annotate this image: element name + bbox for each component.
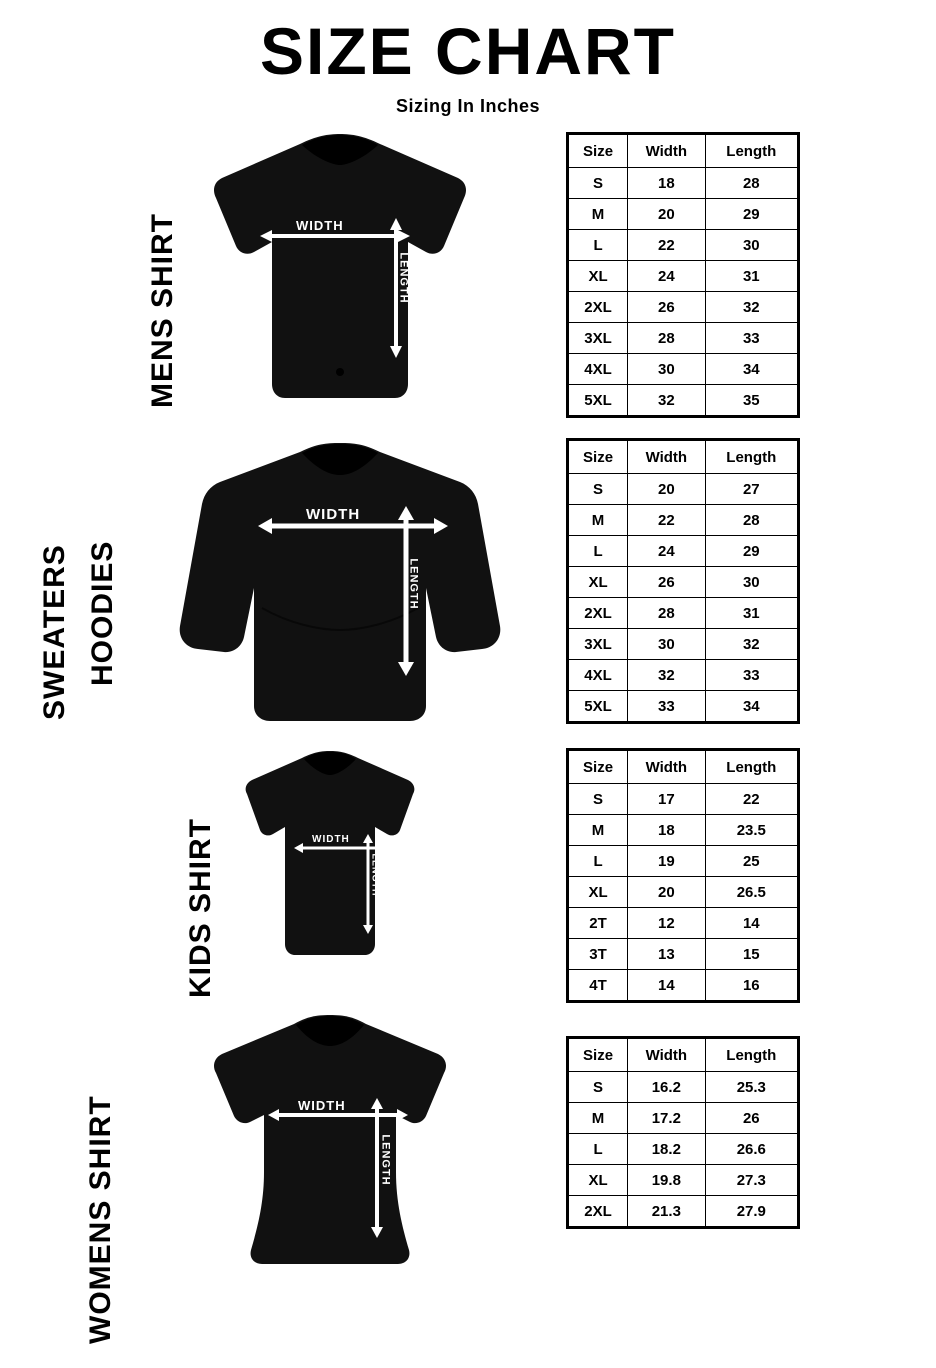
cell-width: 14	[628, 970, 706, 1002]
section-label-kids-shirt	[0, 748, 217, 1008]
table-row	[568, 1103, 799, 1134]
sweater-length-label: LENGTH	[407, 558, 420, 610]
cell-length: 27.3	[705, 1165, 798, 1196]
cell-width: 19	[628, 846, 706, 877]
cell-width: 19.8	[628, 1165, 706, 1196]
kids-width-label: WIDTH	[312, 834, 350, 845]
table-row	[568, 230, 799, 261]
col-size: Size	[568, 750, 628, 784]
cell-width: 21.3	[628, 1196, 706, 1228]
cell-width: 26	[628, 292, 706, 323]
cell-size: M	[568, 505, 628, 536]
size-table-kids	[566, 748, 800, 1003]
table-row	[568, 784, 799, 815]
cell-length: 25	[705, 846, 798, 877]
garment-kids-tshirt	[120, 748, 550, 1008]
cell-size: M	[568, 815, 628, 846]
section-label-womens-shirt	[0, 1012, 120, 1344]
cell-size: 2XL	[568, 292, 628, 323]
table-row	[568, 1134, 799, 1165]
page-title: SIZE CHART	[260, 14, 676, 88]
cell-width: 30	[628, 354, 706, 385]
table-row	[568, 199, 799, 230]
cell-length: 28	[705, 168, 798, 199]
cell-size: XL	[568, 567, 628, 598]
cell-width: 28	[628, 598, 706, 629]
cell-size: S	[568, 784, 628, 815]
cell-length: 31	[705, 261, 798, 292]
section-sweaters-hoodies	[0, 438, 936, 738]
cell-size: S	[568, 1072, 628, 1103]
cell-length: 32	[705, 629, 798, 660]
col-size: Size	[568, 440, 628, 474]
cell-length: 33	[705, 660, 798, 691]
cell-size: XL	[568, 261, 628, 292]
cell-size: L	[568, 536, 628, 567]
mens-width-label: WIDTH	[296, 218, 344, 233]
kids-length-label: LENGTH	[370, 853, 381, 897]
cell-length: 29	[705, 199, 798, 230]
table-wrap-mens	[566, 132, 806, 418]
cell-width: 33	[628, 691, 706, 723]
cell-width: 30	[628, 629, 706, 660]
womens-width-label: WIDTH	[298, 1098, 346, 1113]
table-row	[568, 1165, 799, 1196]
table-row	[568, 567, 799, 598]
table-wrap-kids	[566, 748, 806, 1003]
table-row	[568, 385, 799, 417]
table-wrap-sweaters	[566, 438, 806, 724]
page-header	[0, 0, 936, 117]
table-row	[568, 292, 799, 323]
cell-size: 4T	[568, 970, 628, 1002]
cell-width: 32	[628, 385, 706, 417]
col-width: Width	[628, 1038, 706, 1072]
cell-width: 17.2	[628, 1103, 706, 1134]
cell-width: 32	[628, 660, 706, 691]
col-length: Length	[705, 440, 798, 474]
cell-length: 26.5	[705, 877, 798, 908]
cell-width: 20	[628, 199, 706, 230]
table-row	[568, 474, 799, 505]
cell-width: 17	[628, 784, 706, 815]
table-row	[568, 536, 799, 567]
section-label-text-line2: HOODIES	[86, 540, 119, 686]
cell-length: 26	[705, 1103, 798, 1134]
col-length: Length	[705, 1038, 798, 1072]
cell-length: 25.3	[705, 1072, 798, 1103]
cell-size: S	[568, 474, 628, 505]
cell-size: S	[568, 168, 628, 199]
cell-size: 5XL	[568, 691, 628, 723]
cell-length: 34	[705, 691, 798, 723]
col-width: Width	[628, 750, 706, 784]
cell-size: 2XL	[568, 1196, 628, 1228]
cell-width: 24	[628, 261, 706, 292]
cell-length: 32	[705, 292, 798, 323]
womens-tshirt-illustration	[190, 1012, 470, 1272]
cell-width: 28	[628, 323, 706, 354]
garment-womens-tshirt	[120, 1012, 550, 1312]
table-row	[568, 939, 799, 970]
table-row	[568, 970, 799, 1002]
cell-width: 13	[628, 939, 706, 970]
kids-tshirt-illustration	[230, 748, 430, 963]
cell-length: 15	[705, 939, 798, 970]
section-label-text: MENS SHIRT	[146, 212, 179, 408]
table-wrap-womens	[566, 1036, 806, 1229]
cell-size: L	[568, 1134, 628, 1165]
table-row	[568, 846, 799, 877]
size-table-mens	[566, 132, 800, 418]
col-length: Length	[705, 134, 798, 168]
cell-width: 26	[628, 567, 706, 598]
table-header-row	[568, 1038, 799, 1072]
table-row	[568, 660, 799, 691]
col-width: Width	[628, 134, 706, 168]
table-header-row	[568, 134, 799, 168]
table-row	[568, 168, 799, 199]
size-table-womens	[566, 1036, 800, 1229]
section-label-text: KIDS SHIRT	[184, 817, 217, 998]
cell-size: 4XL	[568, 354, 628, 385]
cell-size: 3T	[568, 939, 628, 970]
cell-size: M	[568, 199, 628, 230]
size-table-sweaters	[566, 438, 800, 724]
cell-size: L	[568, 230, 628, 261]
table-row	[568, 354, 799, 385]
cell-length: 27.9	[705, 1196, 798, 1228]
table-row	[568, 261, 799, 292]
col-length: Length	[705, 750, 798, 784]
cell-size: 5XL	[568, 385, 628, 417]
table-header-row	[568, 750, 799, 784]
cell-length: 33	[705, 323, 798, 354]
cell-size: 2T	[568, 908, 628, 939]
col-size: Size	[568, 1038, 628, 1072]
cell-size: 3XL	[568, 629, 628, 660]
cell-width: 18	[628, 815, 706, 846]
garment-crewneck-sweater	[120, 438, 550, 738]
table-row	[568, 323, 799, 354]
cell-length: 35	[705, 385, 798, 417]
section-label-mens-shirt	[0, 132, 179, 422]
section-kids-shirt	[0, 748, 936, 1008]
col-size: Size	[568, 134, 628, 168]
table-row	[568, 1196, 799, 1228]
col-width: Width	[628, 440, 706, 474]
cell-size: M	[568, 1103, 628, 1134]
table-header-row	[568, 440, 799, 474]
cell-length: 30	[705, 230, 798, 261]
cell-width: 16.2	[628, 1072, 706, 1103]
cell-size: L	[568, 846, 628, 877]
cell-length: 30	[705, 567, 798, 598]
cell-width: 20	[628, 877, 706, 908]
womens-length-label: LENGTH	[379, 1134, 392, 1186]
table-row	[568, 598, 799, 629]
page-subtitle: Sizing In Inches	[395, 96, 541, 116]
cell-width: 12	[628, 908, 706, 939]
cell-width: 18.2	[628, 1134, 706, 1165]
table-row	[568, 691, 799, 723]
cell-length: 26.6	[705, 1134, 798, 1165]
sweater-width-label: WIDTH	[306, 506, 361, 523]
mens-length-label: LENGTH	[397, 252, 410, 304]
cell-length: 29	[705, 536, 798, 567]
table-row	[568, 629, 799, 660]
cell-length: 28	[705, 505, 798, 536]
cell-length: 23.5	[705, 815, 798, 846]
garment-mens-tshirt	[120, 132, 550, 422]
table-row	[568, 877, 799, 908]
cell-length: 22	[705, 784, 798, 815]
cell-length: 16	[705, 970, 798, 1002]
cell-size: 3XL	[568, 323, 628, 354]
cell-length: 34	[705, 354, 798, 385]
section-mens-shirt	[0, 132, 936, 422]
cell-length: 27	[705, 474, 798, 505]
cell-width: 24	[628, 536, 706, 567]
section-label-sweaters-hoodies	[0, 438, 120, 738]
cell-size: 2XL	[568, 598, 628, 629]
cell-size: XL	[568, 877, 628, 908]
cell-length: 31	[705, 598, 798, 629]
section-label-text-line1: SWEATERS	[38, 544, 71, 720]
cell-width: 20	[628, 474, 706, 505]
cell-width: 22	[628, 505, 706, 536]
cell-length: 14	[705, 908, 798, 939]
cell-width: 18	[628, 168, 706, 199]
mens-tshirt-illustration	[190, 132, 490, 407]
table-row	[568, 1072, 799, 1103]
section-womens-shirt	[0, 1012, 936, 1344]
table-row	[568, 815, 799, 846]
cell-width: 22	[628, 230, 706, 261]
cell-size: XL	[568, 1165, 628, 1196]
crewneck-sweater-illustration	[170, 438, 510, 728]
table-row	[568, 908, 799, 939]
cell-size: 4XL	[568, 660, 628, 691]
table-row	[568, 505, 799, 536]
section-label-text: WOMENS SHIRT	[84, 1095, 117, 1344]
